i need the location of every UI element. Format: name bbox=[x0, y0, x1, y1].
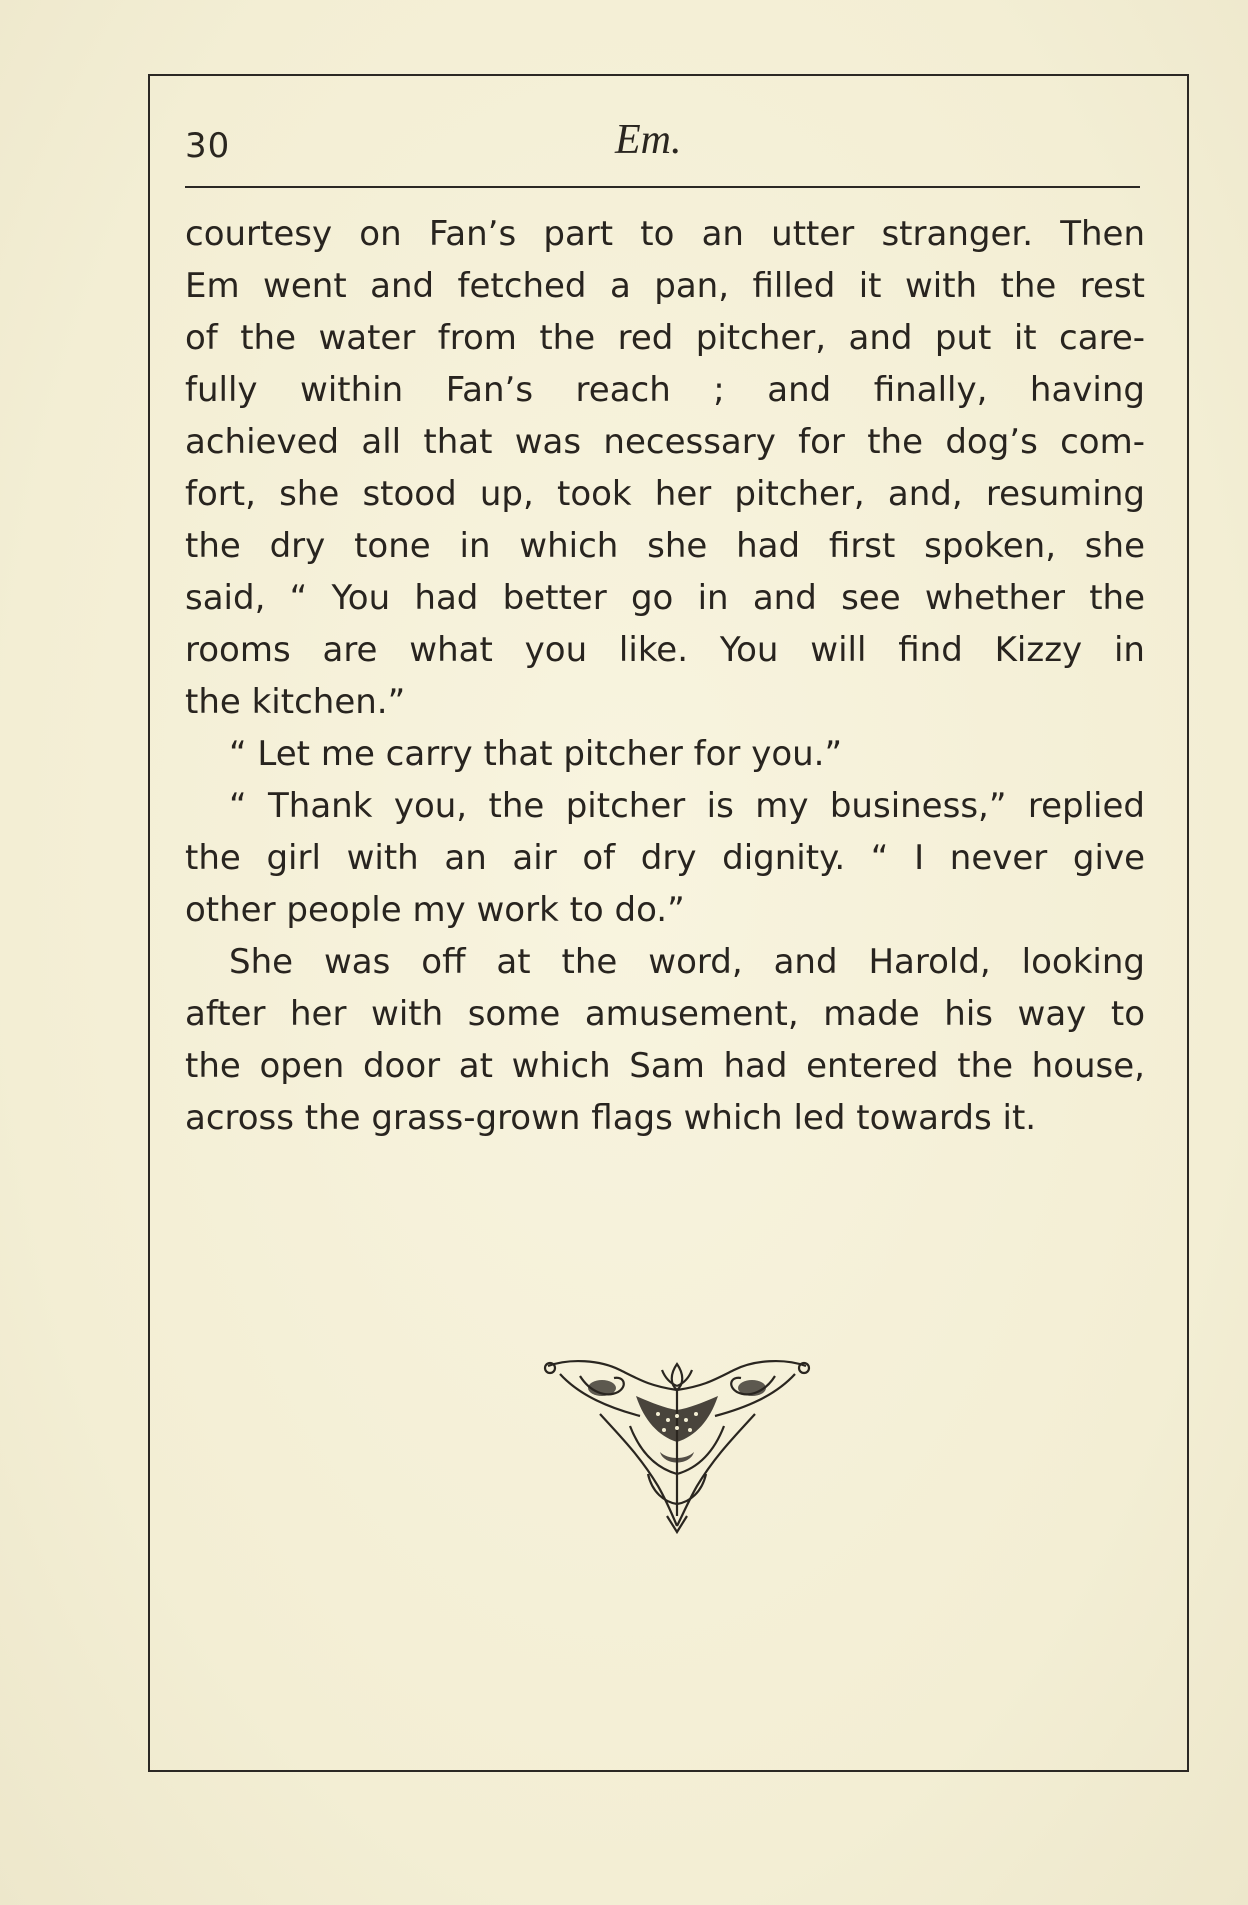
page-number: 30 bbox=[185, 126, 231, 166]
text-line: said, “ You had better go in and see whether the bbox=[185, 578, 1145, 618]
text-line: achieved all that was necessary for the dog’s com- bbox=[185, 422, 1145, 462]
text-line: courtesy on Fan’s part to an utter stranger. Then bbox=[185, 214, 1145, 254]
text-line: of the water from the red pitcher, and put it care- bbox=[185, 318, 1145, 358]
header-rule bbox=[185, 186, 1140, 188]
text-line: “ Thank you, the pitcher is my business,” replied bbox=[229, 786, 1145, 826]
text-line: Em went and fetched a pan, filled it with the rest bbox=[185, 266, 1145, 306]
text-line: the dry tone in which she had first spoken, she bbox=[185, 526, 1145, 566]
running-head bbox=[185, 116, 1140, 176]
text-line: other people my work to do.” bbox=[185, 890, 685, 930]
text-line: “ Let me carry that pitcher for you.” bbox=[229, 734, 843, 774]
text-line: the kitchen.” bbox=[185, 682, 406, 722]
text-line: fully within Fan’s reach ; and finally, having bbox=[185, 370, 1145, 410]
text-line: the open door at which Sam had entered the house, bbox=[185, 1046, 1145, 1086]
text-line: the girl with an air of dry dignity. “ I never give bbox=[185, 838, 1145, 878]
text-line: rooms are what you like. You will find Kizzy in bbox=[185, 630, 1145, 670]
body-text bbox=[185, 208, 1145, 1144]
running-title: Em. bbox=[615, 117, 682, 163]
text-line: She was off at the word, and Harold, looking bbox=[229, 942, 1145, 982]
text-line: fort, she stood up, took her pitcher, and, resuming bbox=[185, 474, 1145, 514]
text-line: across the grass-grown flags which led towards it. bbox=[185, 1098, 1037, 1138]
tailpiece-ornament-icon bbox=[540, 1356, 815, 1536]
text-line: after her with some amusement, made his way to bbox=[185, 994, 1145, 1034]
